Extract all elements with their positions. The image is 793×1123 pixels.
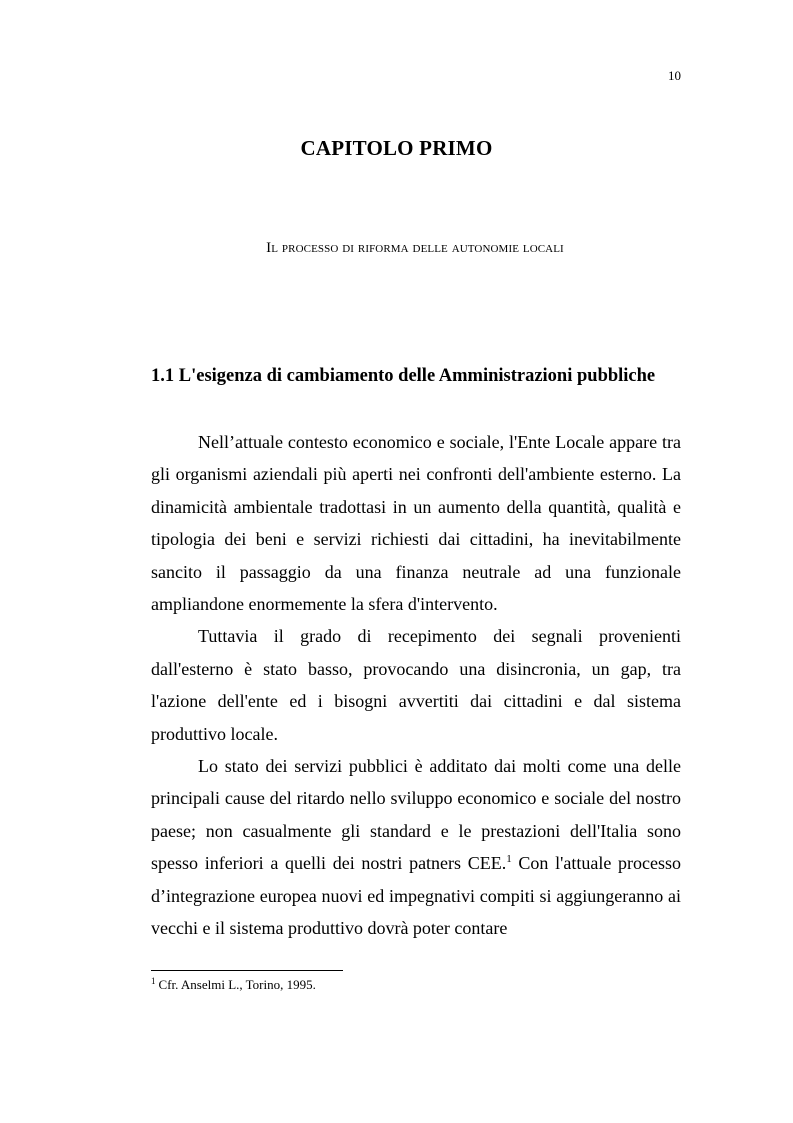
paragraph-text: Lo stato dei servizi pubblici è additato dai molti come una delle principali cause del ritardo nello sviluppo economico e sociale del nostro paese; non casualmente gli standard e le prestazioni dell'Italia sono spesso inferiori a quelli dei nostri patners CEE. xyxy=(151,756,681,874)
footnote-text: Cfr. Anselmi L., Torino, 1995. xyxy=(158,977,316,992)
footnote-separator xyxy=(151,970,343,971)
chapter-title: CAPITOLO PRIMO xyxy=(300,136,493,160)
footnote-mark: 1 xyxy=(151,975,156,986)
section-heading: 1.1 L'esigenza di cambiamento delle Amministrazioni pubbliche xyxy=(151,366,656,386)
chapter-subtitle: Il processo di riforma delle autonomie locali xyxy=(266,240,564,256)
paragraph xyxy=(151,750,681,944)
body-text xyxy=(151,426,681,945)
footnote-reference[interactable]: 1 xyxy=(506,853,512,866)
paragraph: Nell’attuale contesto economico e sociale, l'Ente Locale appare tra gli organismi aziendali più aperti nei confronti dell'ambiente esterno. La dinamicità ambientale tradottasi in un aumento della quantità, qualità e tipologia dei beni e servizi richiesti dai cittadini, ha inevitabilmente sancito il passaggio da una finanza neutrale ad una funzionale ampliandone enormemente la sfera d'intervento. xyxy=(151,432,681,615)
paragraph-text: Con l'attuale processo d’integrazione europea nuovi ed impegnativi compiti si aggiungeranno ai vecchi e il sistema produttivo dovrà poter contare xyxy=(151,853,681,939)
footnote xyxy=(151,977,316,993)
page-number: 10 xyxy=(668,68,681,83)
paragraph: Tuttavia il grado di recepimento dei segnali provenienti dall'esterno è stato basso, provocando una disincronia, un gap, tra l'azione dell'ente ed i bisogni avvertiti dai cittadini e dal sistema produttivo locale. xyxy=(151,626,681,744)
